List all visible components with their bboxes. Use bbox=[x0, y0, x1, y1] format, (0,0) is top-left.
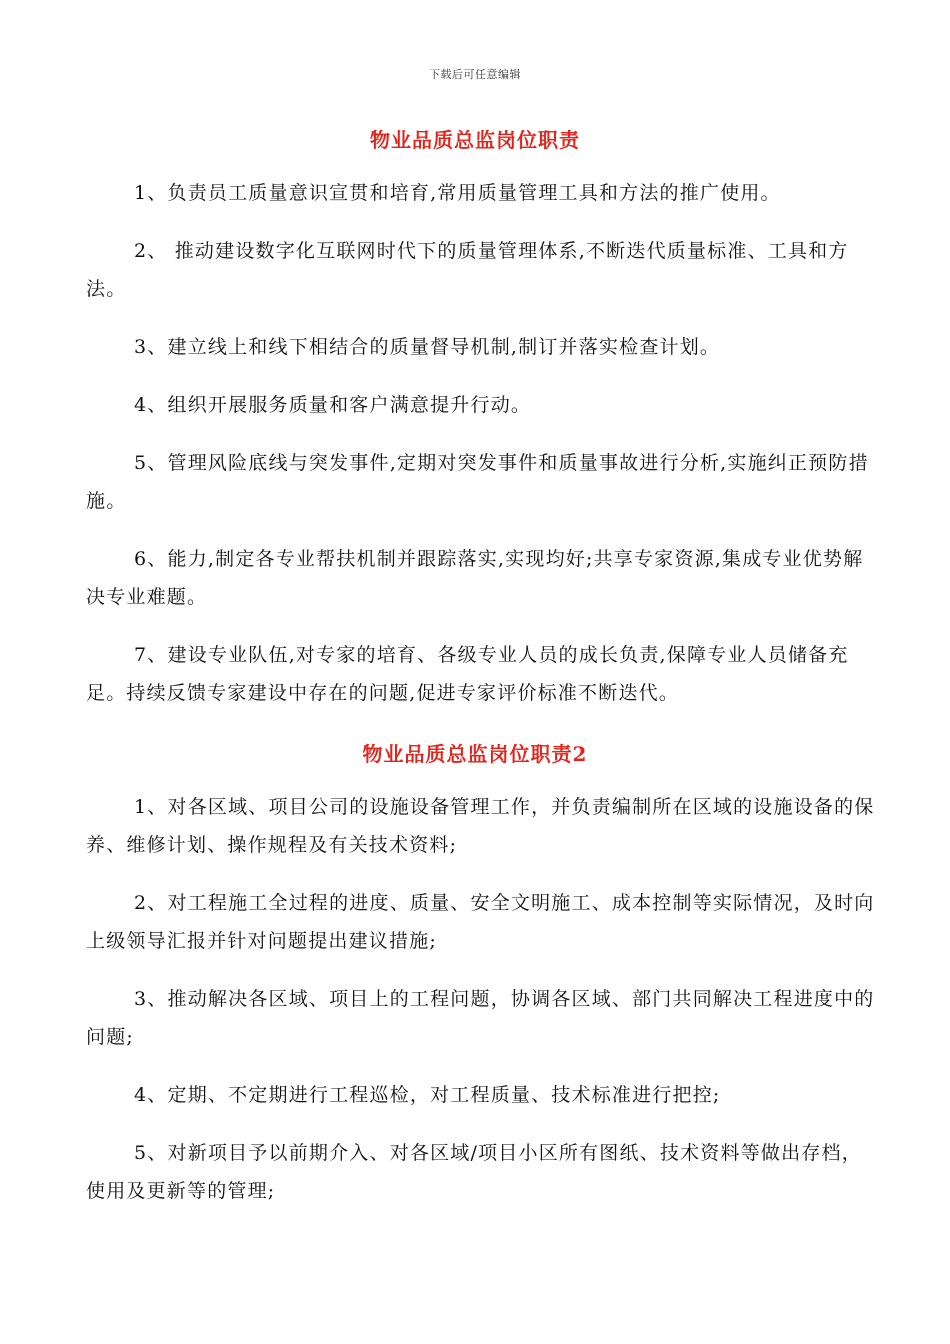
duty-item-1-3: 3、建立线上和线下相结合的质量督导机制,制订并落实检查计划。 bbox=[134, 336, 721, 358]
section-title-1: 物业品质总监岗位职责 bbox=[370, 128, 580, 152]
duty-item-1-4: 4、组织开展服务质量和客户满意提升行动。 bbox=[134, 394, 532, 416]
duty-item-1-7: 7、建设专业队伍,对专家的培育、各级专业人员的成长负责,保障专业人员储备充足。持续反馈专家建设中存在的问题,促进专家评价标准不断迭代。 bbox=[86, 644, 849, 704]
duty-item-2-2: 2、对工程施工全过程的进度、质量、安全文明施工、成本控制等实际情况，及时向上级领导汇报并针对问题提出建议措施; bbox=[86, 892, 875, 952]
duty-item-1-2: 2、 推动建设数字化互联网时代下的质量管理体系,不断迭代质量标准、工具和方法。 bbox=[86, 240, 849, 300]
duty-item-1-5: 5、管理风险底线与突发事件,定期对突发事件和质量事故进行分析,实施纠正预防措施。 bbox=[86, 452, 869, 512]
duty-item-2-1: 1、对各区域、项目公司的设施设备管理工作，并负责编制所在区域的设施设备的保养、维修计划、操作规程及有关技术资料; bbox=[86, 796, 875, 856]
duty-item-2-3: 3、推动解决各区域、项目上的工程问题，协调各区域、部门共同解决工程进度中的问题; bbox=[86, 988, 875, 1048]
duty-item-2-5: 5、对新项目予以前期介入、对各区域/项目小区所有图纸、技术资料等做出存档，使用及更新等的管理; bbox=[86, 1142, 862, 1202]
duty-item-2-4: 4、定期、不定期进行工程巡检，对工程质量、技术标准进行把控; bbox=[134, 1084, 721, 1106]
section-title-2: 物业品质总监岗位职责2 bbox=[362, 742, 588, 766]
header-note: 下载后可任意编辑 bbox=[429, 68, 521, 81]
duty-item-1-6: 6、能力,制定各专业帮扶机制并跟踪落实,实现均好;共享专家资源,集成专业优势解决专业难题。 bbox=[86, 548, 864, 608]
duty-item-1-1: 1、负责员工质量意识宣贯和培育,常用质量管理工具和方法的推广使用。 bbox=[134, 182, 781, 204]
